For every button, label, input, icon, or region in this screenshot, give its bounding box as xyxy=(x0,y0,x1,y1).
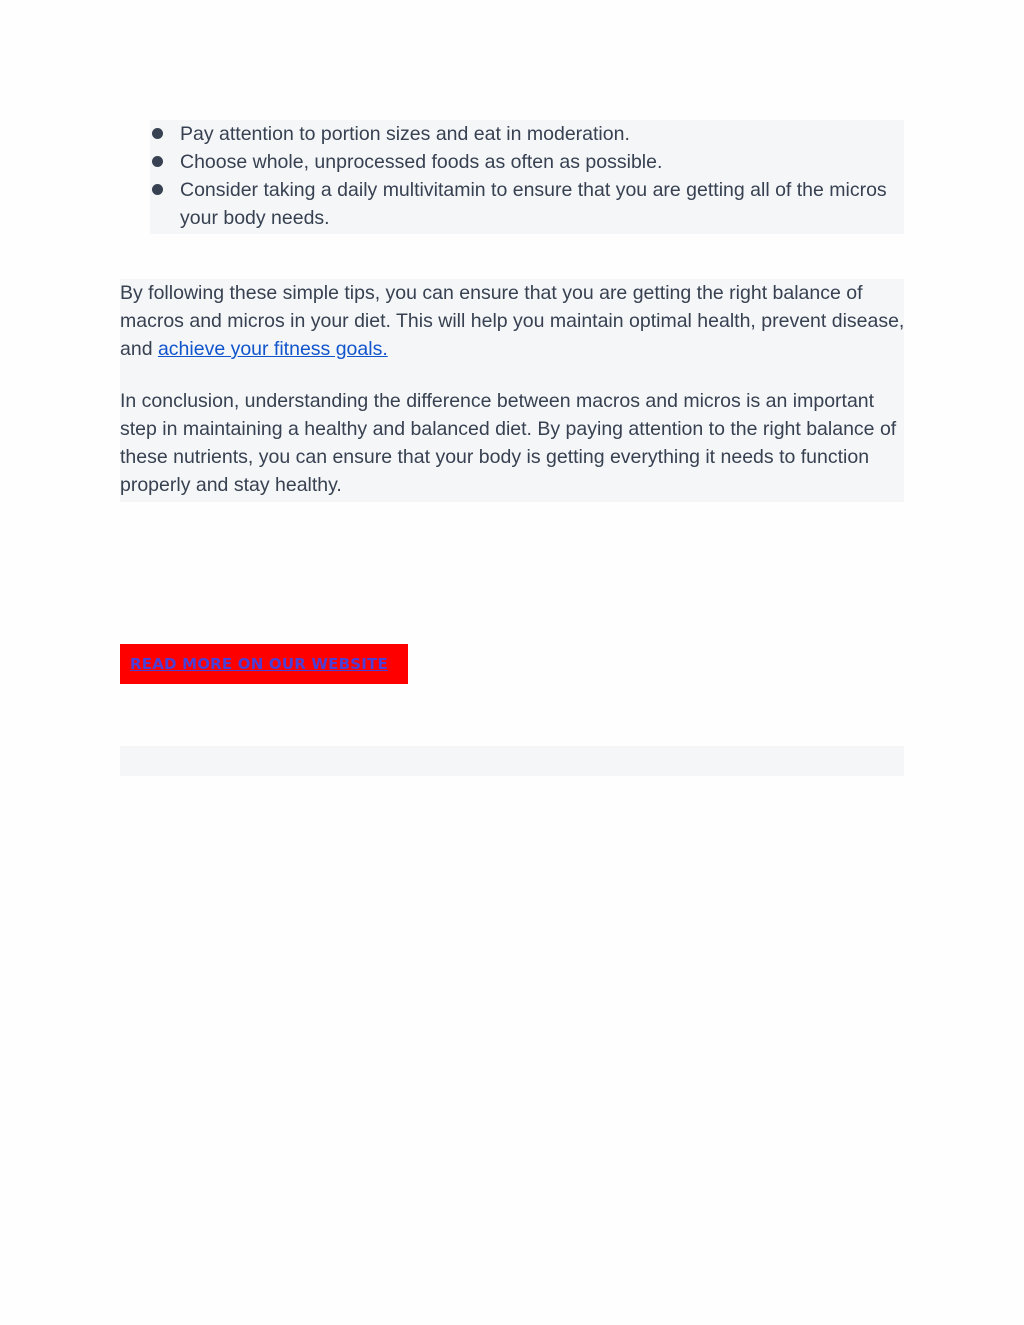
list-item-text: Pay attention to portion sizes and eat in moderation. xyxy=(180,123,630,145)
bullet-icon xyxy=(152,156,163,167)
list-item-text: Consider taking a daily multivitamin to ensure that you are getting all of the micros your body needs. xyxy=(180,179,887,229)
conclusion-paragraph: In conclusion, understanding the difference between macros and micros is an important step in maintaining a healthy and balanced diet. By paying attention to the right balance of these nutrients, you can ensure that your body is getting everything it needs to function properly and stay healthy. xyxy=(120,390,897,496)
fitness-goals-link[interactable]: achieve your fitness goals. xyxy=(157,338,388,360)
list-item xyxy=(150,176,904,232)
tips-paragraph xyxy=(120,279,910,363)
paragraph-block xyxy=(120,279,904,502)
bullet-icon xyxy=(152,184,163,195)
bullet-list xyxy=(150,120,904,232)
read-more-button[interactable] xyxy=(120,644,408,684)
list-item-text: Choose whole, unprocessed foods as often as possible. xyxy=(180,151,663,173)
bullet-icon xyxy=(152,128,163,139)
list-item xyxy=(150,148,904,176)
bullet-list-block xyxy=(150,120,904,234)
read-more-link[interactable]: READ MORE ON OUR WEBSITE xyxy=(130,655,388,673)
tips-paragraph-text: By following these simple tips, you can ensure that you are getting the right balance of macros and micros in your diet. This will help you maintain optimal health, prevent disease, and xyxy=(120,282,905,360)
empty-block xyxy=(120,746,904,776)
list-item xyxy=(150,120,904,148)
